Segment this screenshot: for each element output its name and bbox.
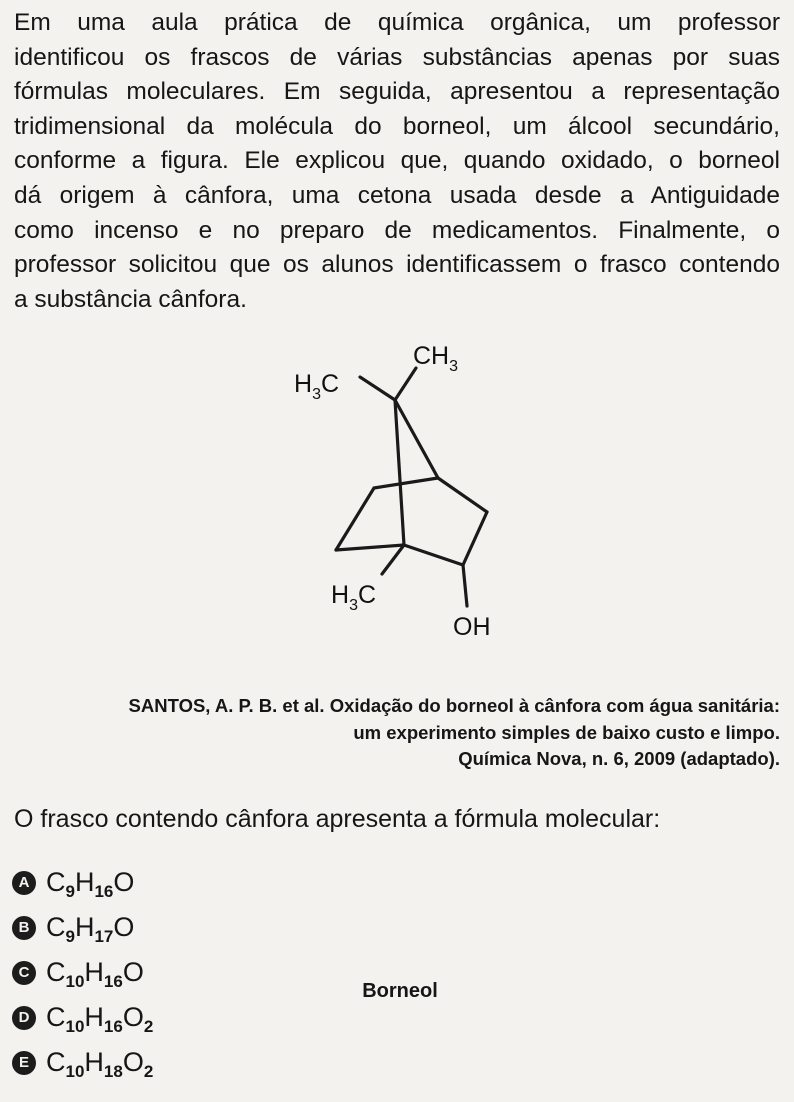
option-c[interactable]: [12, 950, 153, 995]
h3c-label-bottom: $H_3C$: [331, 581, 377, 614]
stem-line: professor solicitou que os alunos identificassem o frasco contendo: [14, 251, 780, 279]
bond: [395, 400, 404, 545]
source-citation: [0, 693, 780, 773]
stem-line: Em uma aula prática de química orgânica, um professor: [14, 9, 780, 36]
oh-label: OH: [453, 613, 491, 641]
bond: [463, 512, 487, 565]
stem-line: conforme a figura. Ele explicou que, quando oxidado, o borneol: [14, 147, 780, 175]
question-prompt: O frasco contendo cânfora apresenta a fórmula molecular:: [14, 805, 661, 833]
borneol-figure: [270, 330, 530, 1002]
option-a[interactable]: [12, 860, 153, 905]
option-formula: $C_{10}H_{16}O_2$: [46, 1002, 154, 1036]
bond: [336, 488, 374, 550]
bond: [360, 377, 395, 400]
option-letter-icon: D: [12, 1006, 36, 1030]
option-formula: $C_9H_{17}O$: [46, 912, 135, 946]
option-formula: $C_9H_{16}O$: [46, 867, 135, 901]
stem-line: a substância cânfora.: [14, 285, 247, 313]
bond: [438, 478, 487, 512]
option-e[interactable]: [12, 1040, 153, 1085]
ch3-label-top: $CH_3$: [413, 342, 459, 375]
figure-caption: Borneol: [362, 980, 438, 1002]
stem-line: dá origem à cânfora, uma cetona usada desde a Antiguidade: [14, 181, 780, 209]
stem-line: tridimensional da molécula do borneol, um álcool secundário,: [14, 112, 780, 140]
h3c-label-top: $H_3C$: [294, 370, 340, 403]
answer-options: [12, 860, 153, 1085]
option-d[interactable]: [12, 995, 153, 1040]
option-formula: $C_{10}H_{16}O$: [46, 957, 144, 991]
citation-line: SANTOS, A. P. B. et al. Oxidação do borneol à cânfora com água sanitária:: [128, 695, 780, 716]
option-formula: $C_{10}H_{18}O_2$: [46, 1047, 154, 1081]
question-stem: [14, 6, 780, 317]
stem-line: fórmulas moleculares. Em seguida, apresentou a representação: [14, 78, 780, 106]
option-letter-icon: C: [12, 961, 36, 985]
bond: [382, 545, 404, 574]
bond: [463, 565, 467, 606]
bond: [374, 478, 438, 488]
option-b[interactable]: [12, 905, 153, 950]
bond: [395, 400, 438, 478]
citation-line: Química Nova, n. 6, 2009 (adaptado).: [458, 748, 780, 769]
bond: [336, 545, 404, 550]
option-letter-icon: E: [12, 1051, 36, 1075]
option-letter-icon: A: [12, 871, 36, 895]
citation-line: um experimento simples de baixo custo e limpo.: [353, 721, 780, 743]
option-letter-icon: B: [12, 916, 36, 940]
stem-line: identificou os frascos de várias substâncias apenas por suas: [14, 43, 780, 71]
bond: [395, 368, 416, 400]
borneol-structure: [270, 330, 530, 670]
stem-line: como incenso e no preparo de medicamentos. Finalmente, o: [14, 216, 780, 244]
bond: [404, 545, 463, 565]
